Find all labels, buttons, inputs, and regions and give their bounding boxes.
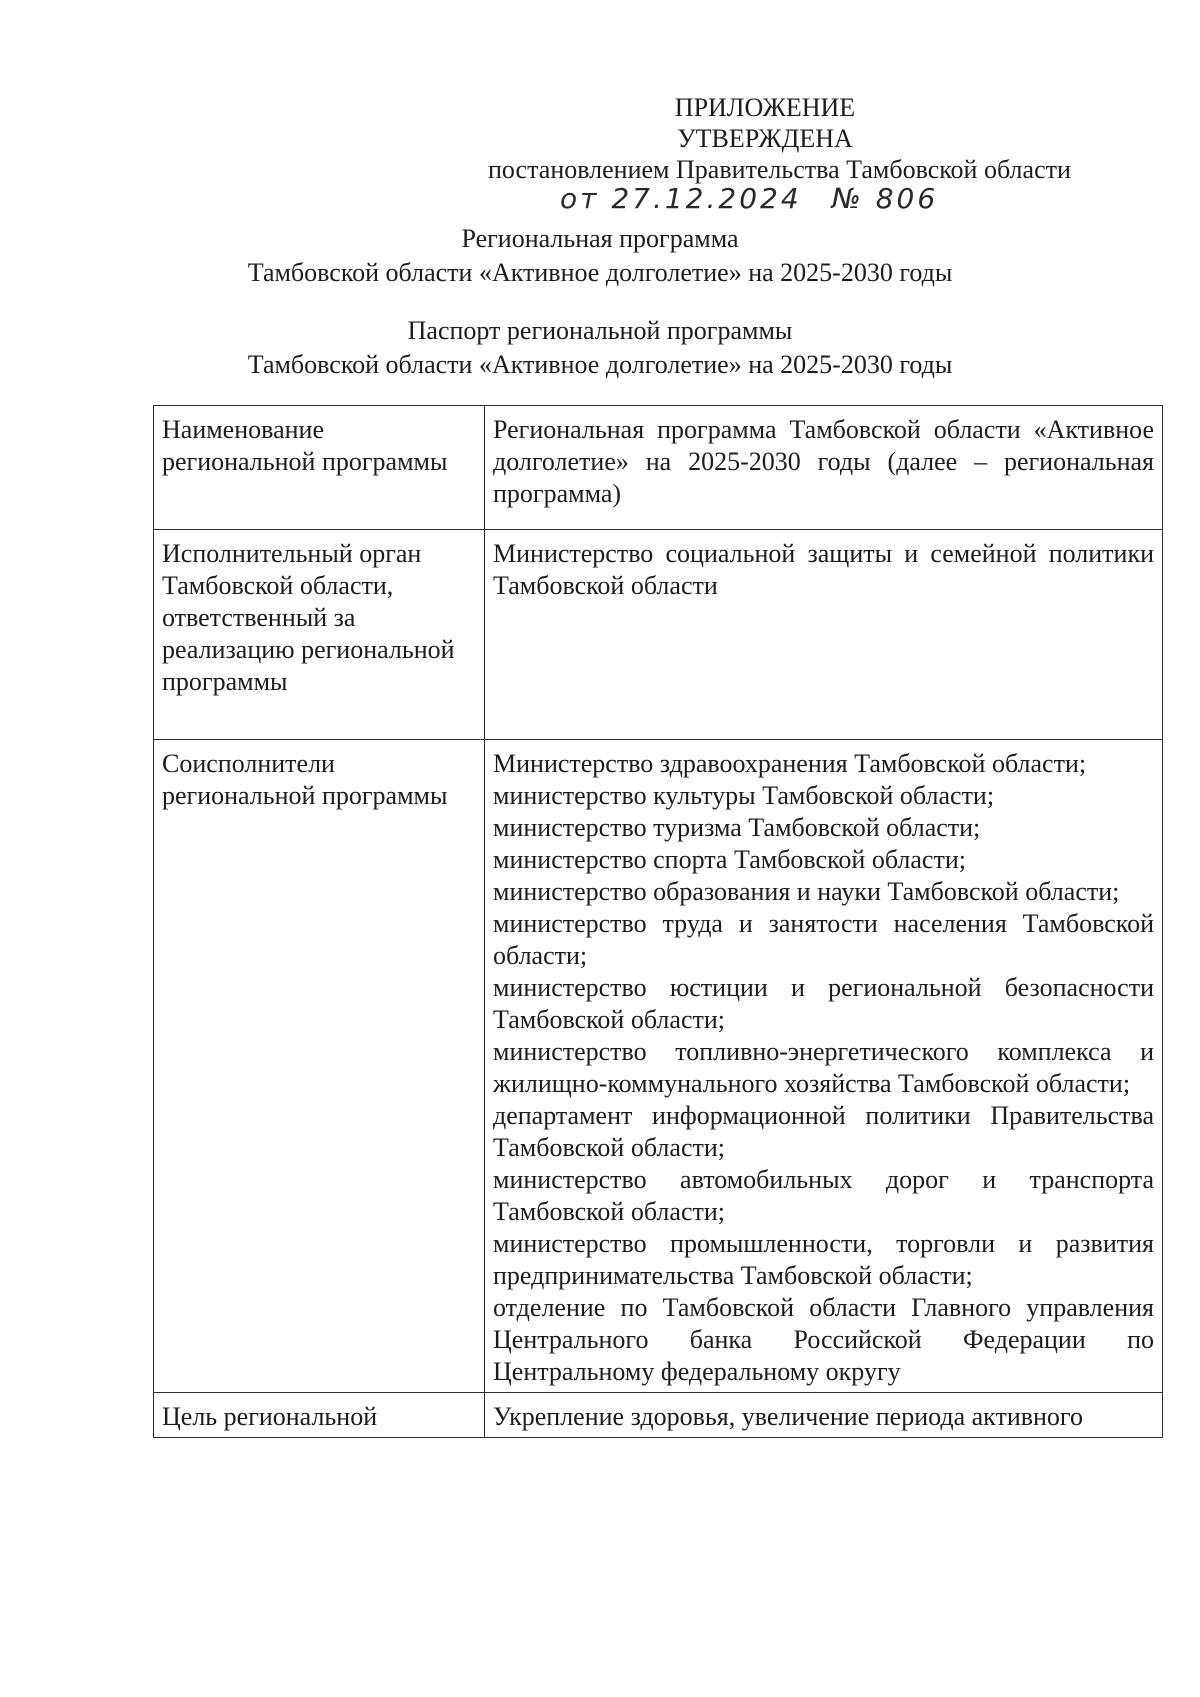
program-title-line2: Тамбовской области «Активное долголетие» на 2025-2030 годы: [247, 258, 953, 287]
decree-line: постановлением Правительства Тамбовской области: [488, 155, 1071, 184]
row-value: Укрепление здоровья, увеличение периода активного: [485, 1393, 1163, 1438]
passport-title: [0, 314, 1200, 382]
approved-label: УТВЕРЖДЕНА: [677, 124, 853, 153]
program-title: [0, 222, 1200, 290]
handwritten-date-number: [560, 182, 968, 215]
handwritten-date: от 27.12.2024: [560, 182, 802, 215]
table-row: [154, 1393, 1163, 1438]
handwritten-number: № 806: [831, 182, 939, 215]
list-item: министерство автомобильных дорог и транспорта Тамбовской области;: [493, 1165, 1154, 1226]
passport-table: [153, 405, 1163, 1438]
table-row: [154, 530, 1163, 740]
row-label: Соисполнители региональной программы: [154, 740, 485, 1393]
list-item: Министерство здравоохранения Тамбовской области;: [493, 749, 1087, 778]
table-row: [154, 740, 1163, 1393]
passport-title-line1: Паспорт региональной программы: [407, 316, 793, 345]
list-item: министерство туризма Тамбовской области;: [493, 813, 981, 842]
list-item: департамент информационной политики Правительства Тамбовской области;: [493, 1101, 1154, 1162]
table-row: [154, 406, 1163, 530]
list-item: министерство юстиции и региональной безопасности Тамбовской области;: [493, 973, 1154, 1034]
list-item: министерство образования и науки Тамбовской области;: [493, 877, 1120, 906]
list-item: министерство промышленности, торговли и развития предпринимательства Тамбовской области;: [493, 1229, 1154, 1290]
row-value: Региональная программа Тамбовской области «Активное долголетие» на 2025-2030 годы (далее – региональная программа): [485, 406, 1163, 530]
list-item: министерство спорта Тамбовской области;: [493, 845, 966, 874]
list-item: министерство культуры Тамбовской области;: [493, 781, 995, 810]
row-label: Цель региональной: [154, 1393, 485, 1438]
passport-title-line2: Тамбовской области «Активное долголетие» на 2025-2030 годы: [247, 350, 953, 379]
appendix-label: ПРИЛОЖЕНИЕ: [674, 93, 856, 122]
approval-block: [440, 92, 1140, 184]
co-executors-list: [485, 740, 1163, 1393]
row-label: Исполнительный орган Тамбовской области, ответственный за реализацию региональной программы: [154, 530, 485, 740]
row-value: Министерство социальной защиты и семейной политики Тамбовской области: [485, 530, 1163, 740]
program-title-line1: Региональная программа: [461, 224, 739, 253]
row-label: Наименование региональной программы: [154, 406, 485, 530]
list-item: министерство труда и занятости населения Тамбовской области;: [493, 909, 1154, 970]
list-item: министерство топливно-энергетического комплекса и жилищно-коммунального хозяйства Тамбовской области;: [493, 1037, 1154, 1098]
list-item: отделение по Тамбовской области Главного управления Центрального банка Российской Федерации по Центральному федеральному округу: [493, 1293, 1154, 1386]
